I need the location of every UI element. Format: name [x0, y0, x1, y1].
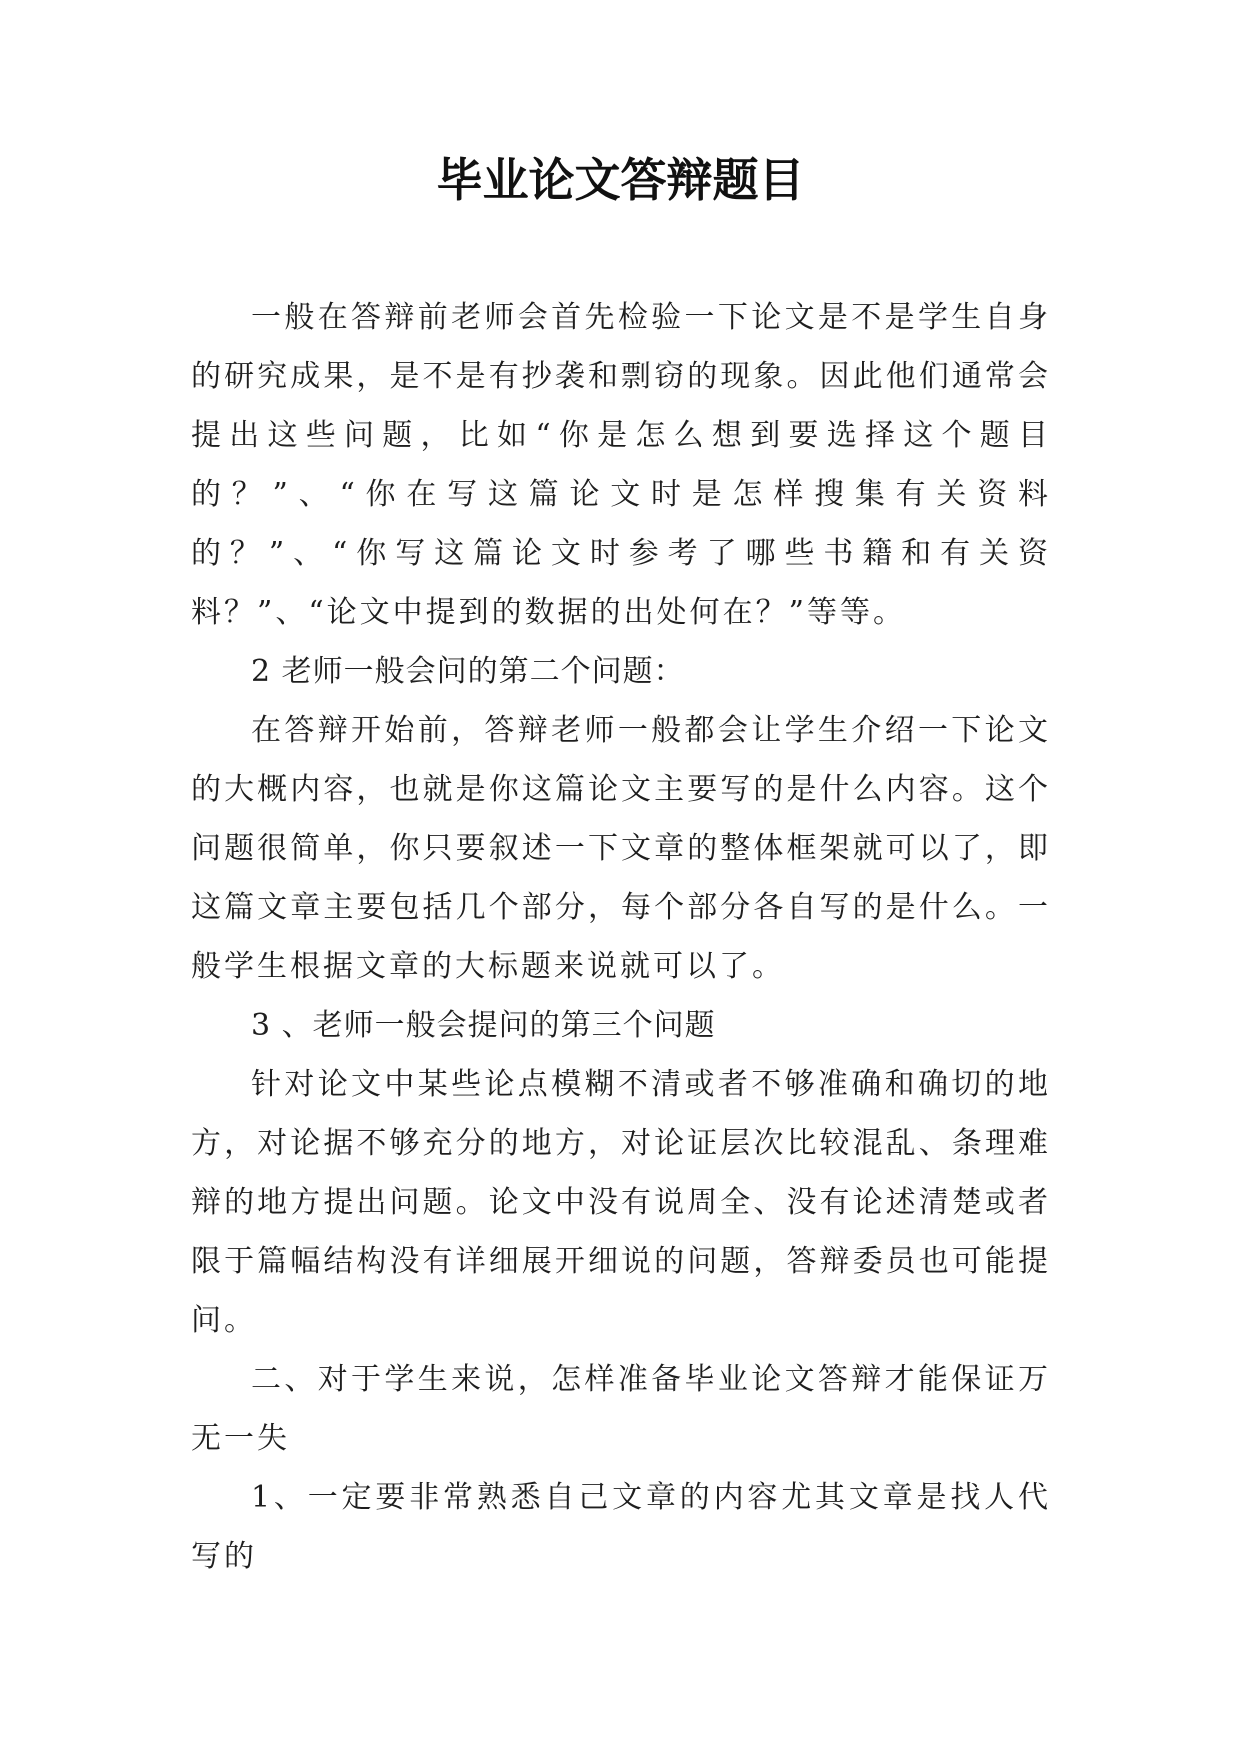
paragraph-intro: 一般在答辩前老师会首先检验一下论文是不是学生自身的研究成果，是不是有抄袭和剽窃的现象。因此他们通常会提出这些问题，比如“你是怎么想到要选择这个题目的？”、“你在写这篇论文时是怎样搜集有关资料的？”、“你写这篇论文时参考了哪些书籍和有关资料？”、“论文中提到的数据的出处何在？”等等。 — [191, 300, 1051, 630]
paragraph-question-three: 针对论文中某些论点模糊不清或者不够准确和确切的地方，对论据不够充分的地方，对论证层次比较混乱、条理难辩的地方提出问题。论文中没有说周全、没有论述清楚或者限于篇幅结构没有详细展开细说的问题，答辩委员也可能提问。 — [191, 1067, 1051, 1338]
document-title: 毕业论文答辩题目 — [436, 153, 805, 207]
paragraph-point-one: 1、一定要非常熟悉自己文章的内容尤其文章是找人代写的 — [191, 1480, 1051, 1574]
paragraph-question-two: 在答辩开始前，答辩老师一般都会让学生介绍一下论文的大概内容，也就是你这篇论文主要写的是什么内容。这个问题很简单，你只要叙述一下文章的整体框架就可以了，即这篇文章主要包括几个部分，每个部分各自写的是什么。一般学生根据文章的大标题来说就可以了。 — [191, 713, 1051, 984]
paragraph-question-two-heading: 2 老师一般会问的第二个问题： — [251, 654, 685, 689]
paragraph-section-two-heading: 二、对于学生来说，怎样准备毕业论文答辩才能保证万无一失 — [191, 1362, 1051, 1456]
paragraph-question-three-heading: 3 、老师一般会提问的第三个问题 — [251, 1008, 716, 1043]
document-body — [191, 288, 1051, 1586]
